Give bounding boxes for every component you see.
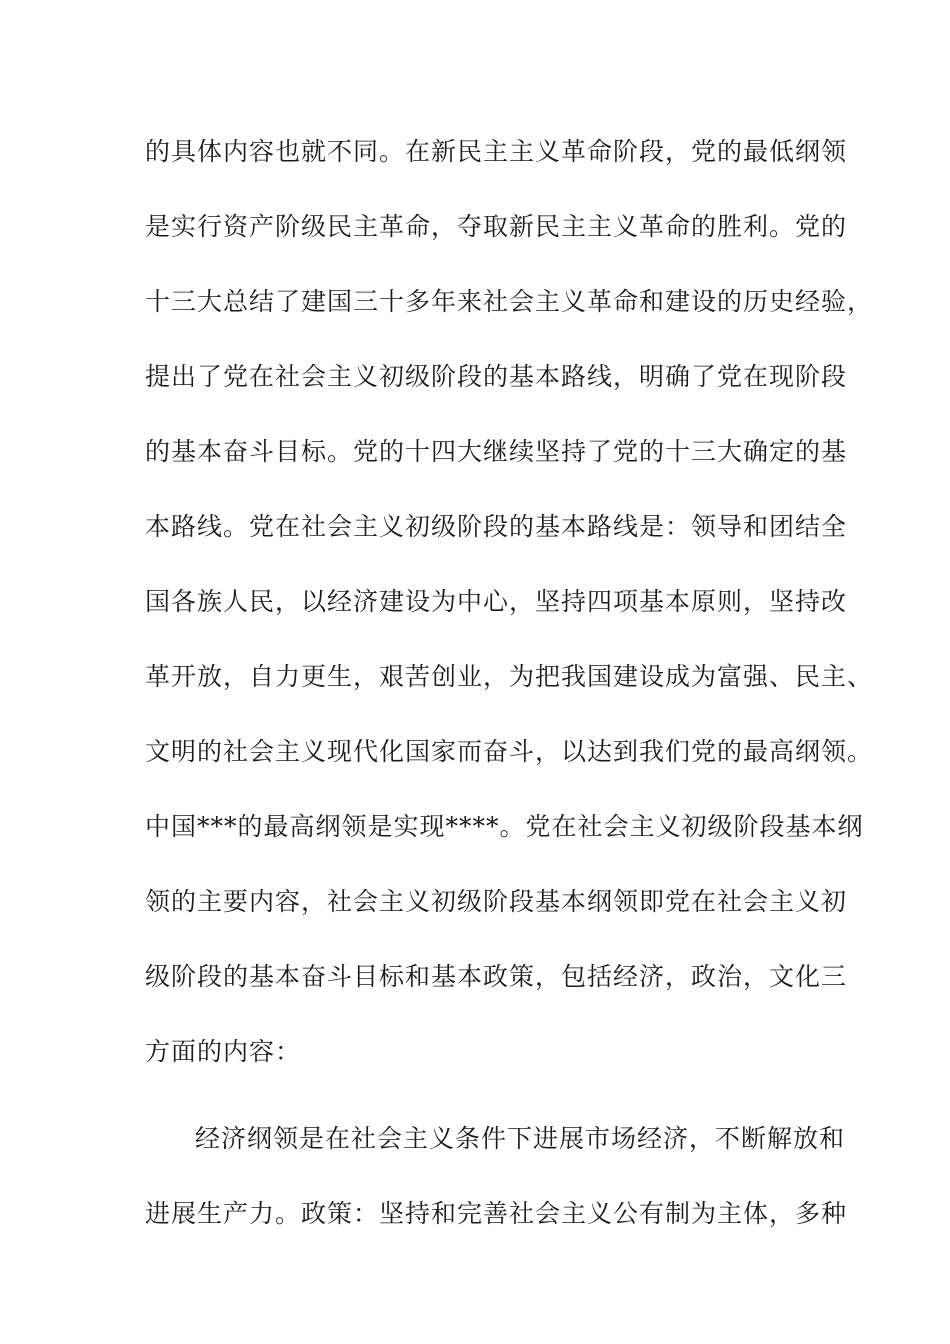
text-line: 领的主要内容，社会主义初级阶段基本纲领即党在社会主义初 bbox=[145, 887, 848, 916]
text-line: 级阶段的基本奋斗目标和基本政策，包括经济，政治，文化三 bbox=[145, 962, 848, 991]
text-line: 的具体内容也就不同。在新民主主义革命阶段，党的最低纲领 bbox=[145, 137, 848, 166]
text-line: 中国***的最高纲领是实现****。党在社会主义初级阶段基本纲 bbox=[145, 812, 864, 841]
paragraph-gap bbox=[145, 1100, 825, 1112]
text-line: 提出了党在社会主义初级阶段的基本路线，明确了党在现阶段 bbox=[145, 362, 848, 391]
text-line: 十三大总结了建国三十多年来社会主义革命和建设的历史经验， bbox=[145, 287, 874, 316]
text-line: 文明的社会主义现代化国家而奋斗，以达到我们党的最高纲领。 bbox=[145, 737, 874, 766]
document-body bbox=[145, 125, 874, 1262]
text-line: 经济纲领是在社会主义条件下进展市场经济，不断解放和 bbox=[195, 1124, 846, 1153]
text-line: 是实行资产阶级民主革命，夺取新民主主义革命的胜利。党的 bbox=[145, 212, 848, 241]
text-line: 的基本奋斗目标。党的十四大继续坚持了党的十三大确定的基 bbox=[145, 437, 848, 466]
paragraph-1 bbox=[145, 125, 874, 1100]
paragraph-2 bbox=[145, 1112, 848, 1262]
text-line: 方面的内容： bbox=[145, 1037, 302, 1066]
text-line: 革开放，自力更生，艰苦创业，为把我国建设成为富强、民主、 bbox=[145, 662, 874, 691]
text-line: 进展生产力。政策：坚持和完善社会主义公有制为主体，多种 bbox=[145, 1199, 848, 1228]
text-line: 国各族人民，以经济建设为中心，坚持四项基本原则，坚持改 bbox=[145, 587, 848, 616]
text-line: 本路线。党在社会主义初级阶段的基本路线是：领导和团结全 bbox=[145, 512, 848, 541]
